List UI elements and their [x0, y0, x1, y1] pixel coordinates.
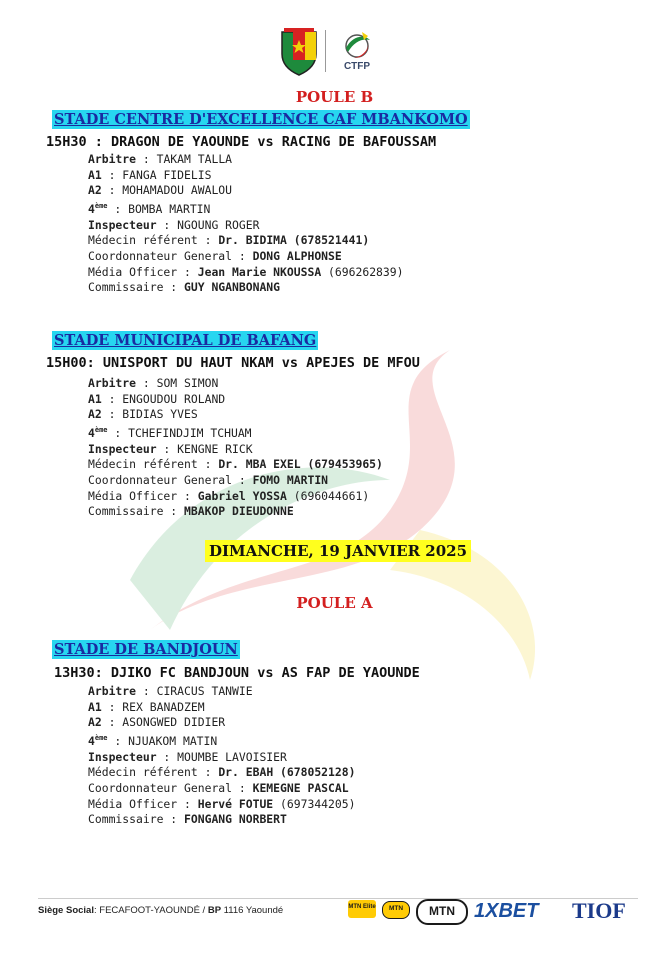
match-title: 13H30: DJIKO FC BANDJOUN vs AS FAP DE YAOUNDE [54, 665, 420, 681]
1xbet-logo: 1XBET [474, 900, 539, 922]
official-a1: A1 : ENGOUDOU ROLAND [88, 391, 226, 406]
official-medecin: Médecin référent : Dr. MBA EXEL (679453965) [88, 457, 383, 472]
official-coordonnateur: Coordonnateur General : KEMEGNE PASCAL [88, 781, 349, 796]
officials-list [88, 376, 383, 520]
official-coordonnateur: Coordonnateur General : FOMO MARTIN [88, 473, 329, 488]
officials-list [88, 684, 355, 828]
stadium-heading: STADE DE BANDJOUN [54, 641, 238, 658]
officials-list [88, 152, 403, 296]
footer-address: Siège Social: FECAFOOT-YAOUNDÉ / BP 1116 Yaoundé [38, 905, 284, 916]
ctfp-emblem-icon [334, 28, 380, 62]
mtn-elite-logo: MTN Elite [348, 900, 376, 918]
official-inspecteur: Inspecteur : NGOUNG ROGER [88, 217, 260, 232]
match-title: 15H30 : DRAGON DE YAOUNDE vs RACING DE BAFOUSSAM [46, 134, 437, 150]
ctfp-label: CTFP [343, 61, 371, 72]
tiof-logo: TIOF [572, 898, 626, 923]
official-media: Média Officer : Jean Marie NKOUSSA (696262839) [88, 264, 404, 279]
official-commissaire: Commissaire : GUY NGANBONANG [88, 280, 281, 295]
official-arbitre: Arbitre : CIRACUS TANWIE [88, 684, 253, 698]
stadium-heading: STADE MUNICIPAL DE BAFANG [54, 332, 317, 349]
day-banner: DIMANCHE, 19 JANVIER 2025 [205, 540, 471, 562]
mtn-logo: MTN [416, 899, 468, 925]
stadium-heading: STADE CENTRE D'EXCELLENCE CAF MBANKOMO [54, 111, 468, 128]
official-commissaire: Commissaire : MBAKOP DIEUDONNE [88, 504, 294, 519]
official-a1: A1 : FANGA FIDELIS [88, 167, 212, 182]
official-a2: A2 : BIDIAS YVES [88, 407, 198, 422]
official-4th: 4ème : BOMBA MARTIN [88, 201, 211, 216]
official-a2: A2 : ASONGWED DIDIER [88, 715, 226, 730]
official-4th: 4ème : TCHEFINDJIM TCHUAM [88, 425, 252, 440]
poule-b-heading: POULE B [295, 88, 374, 106]
mtn-small-logo: MTN [382, 901, 410, 919]
official-4th: 4ème : NJUAKOM MATIN [88, 733, 218, 748]
match-title: 15H00: UNISPORT DU HAUT NKAM vs APEJES DE MFOU [46, 355, 420, 371]
official-commissaire: Commissaire : FONGANG NORBERT [88, 812, 287, 827]
official-media: Média Officer : Hervé FOTUE (697344205) [88, 796, 356, 811]
official-coordonnateur: Coordonnateur General : DONG ALPHONSE [88, 249, 342, 264]
official-medecin: Médecin référent : Dr. BIDIMA (678521441) [88, 233, 370, 248]
official-a1: A1 : REX BANADZEM [88, 699, 205, 714]
official-inspecteur: Inspecteur : MOUMBE LAVOISIER [88, 749, 287, 764]
official-media: Média Officer : Gabriel YOSSA (696044661) [88, 488, 370, 503]
logo-divider [325, 30, 326, 72]
official-inspecteur: Inspecteur : KENGNE RICK [88, 441, 253, 456]
poule-a-heading: POULE A [296, 594, 373, 612]
ctfp-logo [334, 28, 380, 74]
official-arbitre: Arbitre : SOM SIMON [88, 376, 219, 390]
cameroon-crest-icon [280, 28, 318, 76]
footer-divider [38, 898, 638, 899]
official-a2: A2 : MOHAMADOU AWALOU [88, 183, 233, 198]
official-medecin: Médecin référent : Dr. EBAH (678052128) [88, 765, 356, 780]
official-arbitre: Arbitre : TAKAM TALLA [88, 152, 233, 166]
